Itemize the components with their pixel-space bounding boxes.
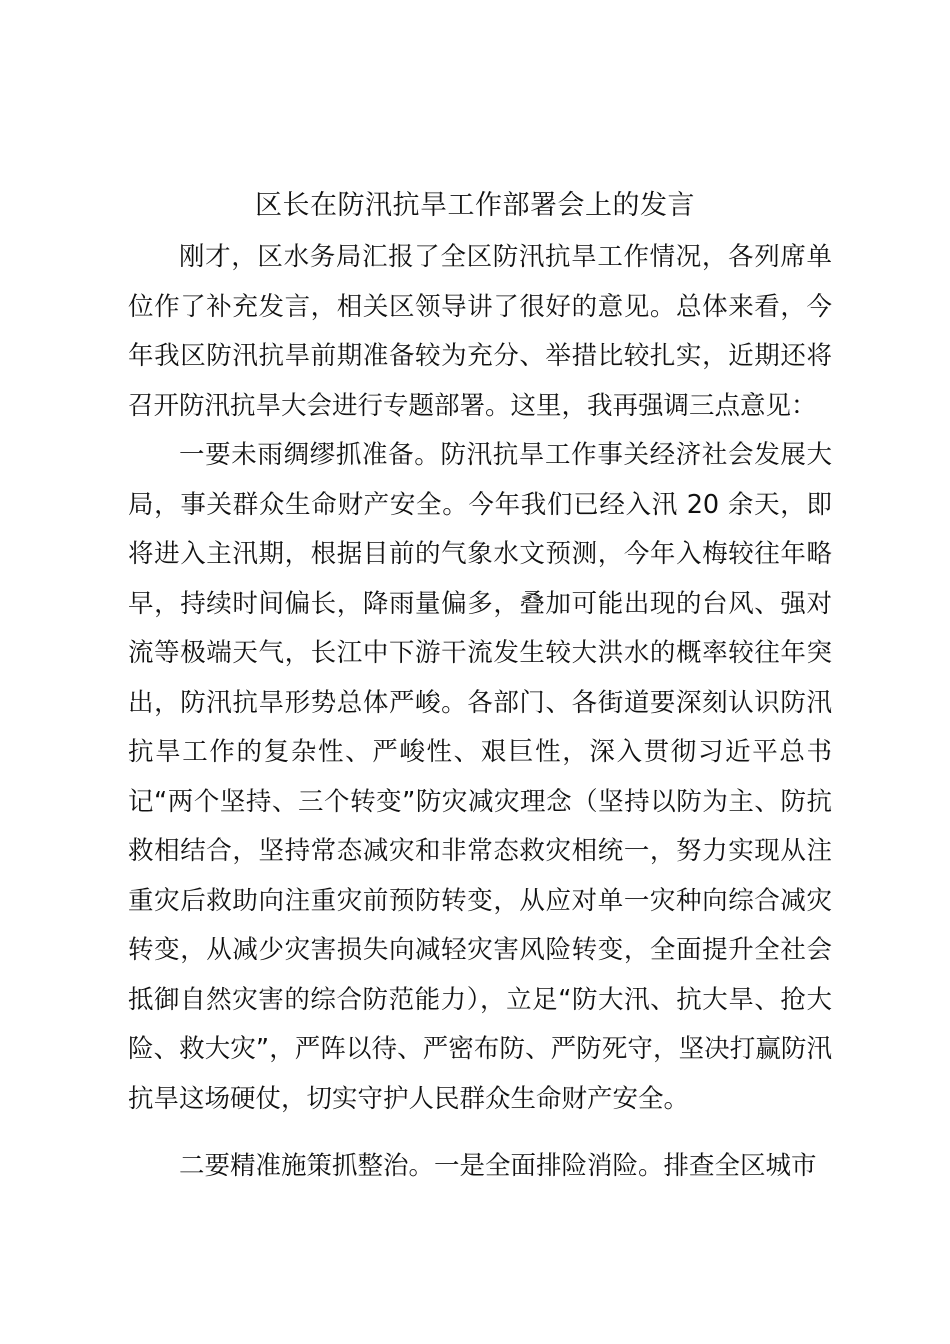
paragraph-point-two: 二要精准施策抓整治。一是全面排险消险。排查全区城市 xyxy=(179,1151,817,1181)
document-title: 区长在防汛抗旱工作部署会上的发言 xyxy=(255,190,695,221)
paragraph-point-one: 一要未雨绸缪抓准备。防汛抗旱工作事关经济社会发展大局，事关群众生命财产安全。今年我们已经入汛 20 余天，即将进入主汛期，根据目前的气象水文预测，今年入梅较往年略早，持续时间偏长，降雨量偏多，叠加可能出现的台风、强对流等极端天气，长江中下游干流发生较大洪水的概率较往年突出，防汛抗旱形势总体严峻。各部门、各街道要深刻认识防汛抗旱工作的复杂性、严峻性、艰巨性，深入贯彻习近平总书记“两个坚持、三个转变”防灾减灾理念（坚持以防为主、防抗救相结合，坚持常态减灾和非常态救灾相统一，努力实现从注重灾后救助向注重灾前预防转变，从应对单一灾种向综合减灾转变，从减少灾害损失向减轻灾害风险转变，全面提升全社会抵御自然灾害的综合防范能力），立足“防大汛、抗大旱、抢大险、救大灾”，严阵以待、严密布防、严防死守，坚决打赢防汛抗旱这场硬仗，切实守护人民群众生命财产安全。 xyxy=(128,440,832,1114)
document-body xyxy=(128,233,832,1192)
paragraph-intro: 刚才，区水务局汇报了全区防汛抗旱工作情况，各列席单位作了补充发言，相关区领导讲了很好的意见。总体来看，今年我区防汛抗旱前期准备较为充分、举措比较扎实，近期还将召开防汛抗旱大会进行专题部署。这里，我再强调三点意见： xyxy=(128,242,832,421)
